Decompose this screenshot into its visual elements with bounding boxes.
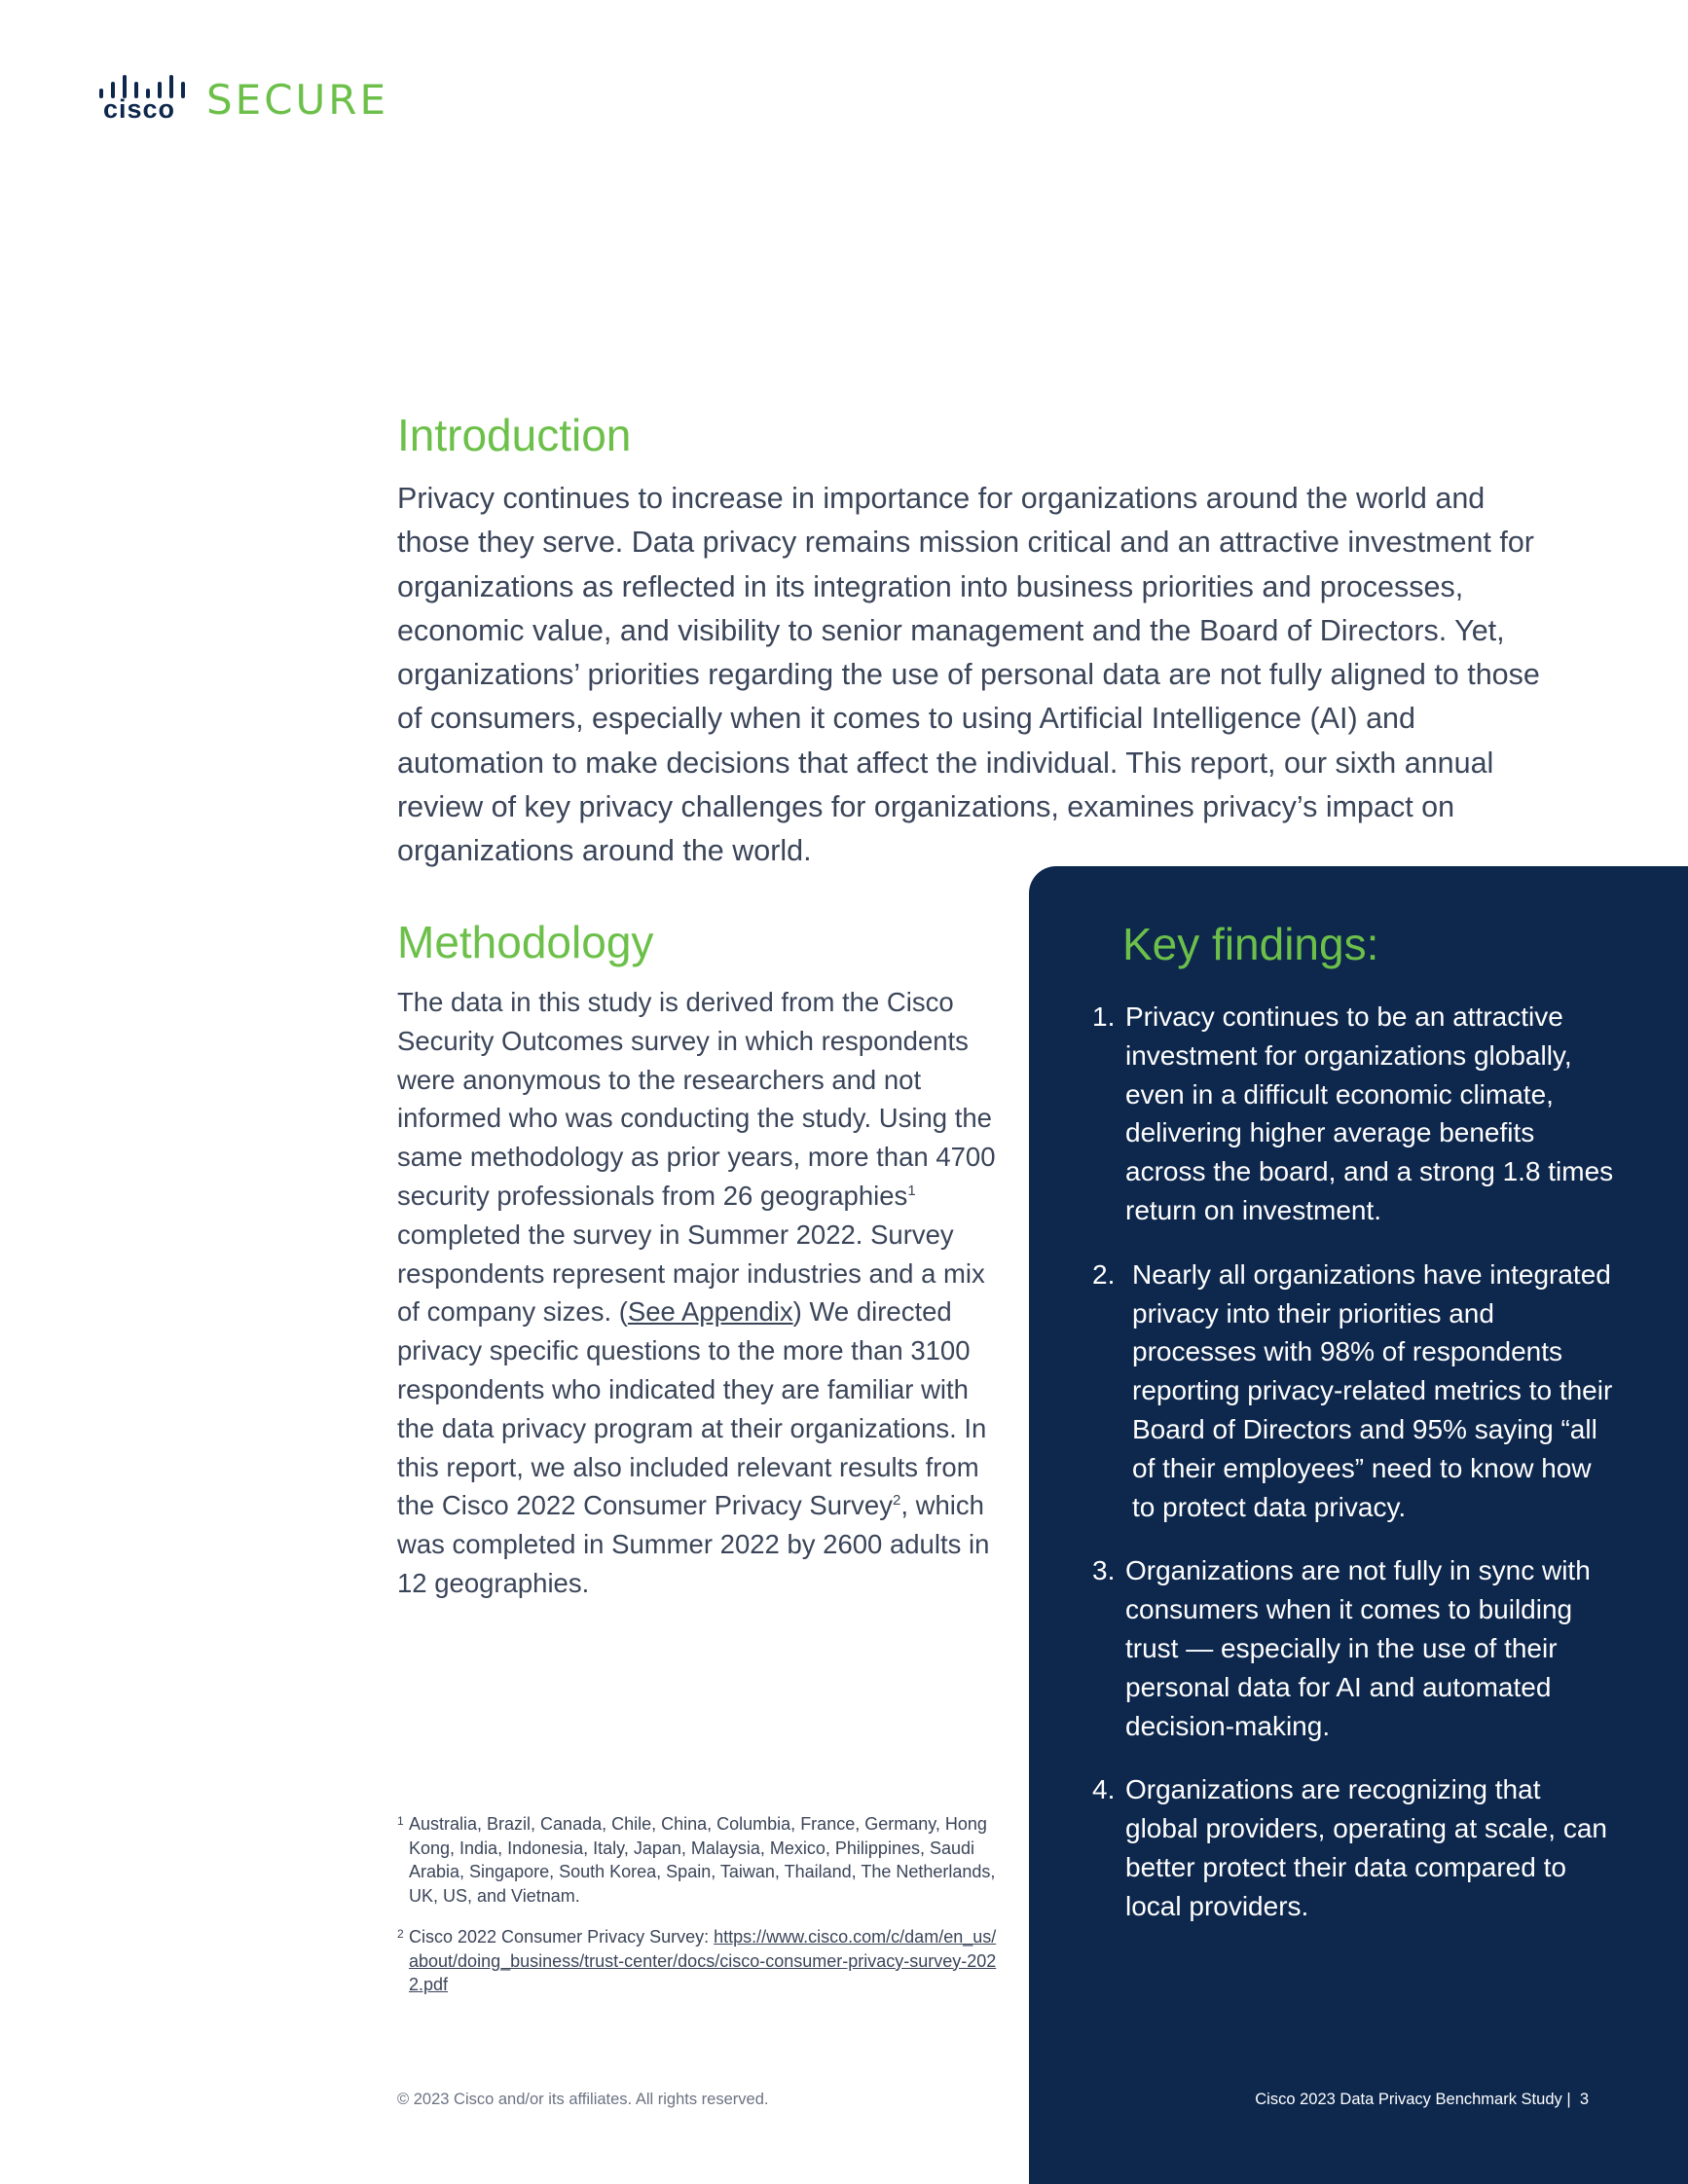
footnote-mark: 2 [397,1927,404,1941]
cisco-logo-icon [97,71,187,124]
methodology-heading: Methodology [397,917,654,967]
key-finding-item [1092,1551,1618,1745]
cisco-secure-logo [97,70,388,125]
methodology-text-2: completed the survey in Summer 2022. Survey respondents represent major industries and a mix of company sizes. ( [397,1219,985,1328]
key-finding-number: 4. [1092,1774,1116,1805]
page-number: 3 [1579,2091,1589,2108]
footnote-text: Australia, Brazil, Canada, Chile, China, Columbia, France, Germany, Hong Kong, India, Indonesia, Italy, Japan, Malaysia, Mexico, Philippines, Saudi Arabia, Singapore, South Korea, Spain, Taiwan, Thailand, The Netherlands, UK, US, and Vietnam. [409,1814,996,1906]
secure-wordmark: SECURE [206,76,388,124]
footnote-1 [397,1812,1001,1908]
key-finding-text: Organizations are recognizing that global providers, operating at scale, can better protect their data compared to local providers. [1125,1774,1607,1921]
key-finding-number: 1. [1092,1001,1116,1032]
footnote-text [409,1925,1001,1997]
footnote-mark: 1 [397,1814,404,1828]
footnote-label: Cisco 2022 Consumer Privacy Survey: [409,1927,715,1947]
methodology-paragraph [397,983,1001,1603]
footnote-2 [397,1925,1001,1997]
page-footer [1168,2091,1589,2109]
key-finding-text: Organizations are not fully in sync with consumers when it comes to building trust — especially in the use of their personal data for AI and automated decision-making. [1125,1555,1591,1741]
key-finding-number: 2. [1092,1258,1116,1290]
footnote-ref-2: 2 [892,1492,901,1510]
key-findings-list [1092,998,1618,1951]
key-finding-text: Privacy continues to be an attractive investment for organizations globally, even in a difficult economic climate, delivering higher average benefits across the board, and a strong 1.8 times return on investment. [1125,1001,1614,1225]
methodology-text-1: The data in this study is derived from the Cisco Security Outcomes survey in which respondents were anonymous to the researchers and not informed who was conducting the study. Using the same methodology as prior years, more than 4700 security professionals from 26 geographies [397,987,996,1211]
footnote-ref-1: 1 [907,1182,916,1199]
methodology-text-3: ) We directed privacy specific questions to the more than 3100 respondents who indicated they are familiar with the data privacy program at their organizations. In this report, we also included relevant results from the Cisco 2022 Consumer Privacy Survey [397,1296,987,1521]
footer-separator: | [1566,2091,1571,2108]
introduction-paragraph: Privacy continues to increase in importance for organizations around the world and those they serve. Data privacy remains mission critical and an attractive investment for organizations as reflected in its integration into business priorities and processes, economic value, and visibility to senior management and the Board of Directors. Yet, organizations’ priorities regarding the use of personal data are not fully aligned to those of consumers, especially when it comes to using Artificial Intelligence (AI) and automation to make decisions that affect the individual. This report, our sixth annual review of key privacy challenges for organizations, examines privacy’s impact on organizations around the world. [397,482,1540,868]
key-finding-text: Nearly all organizations have integrated privacy into their priorities and processes with 98% of respondents reporting privacy-related metrics to their Board of Directors and 95% saying “all of their employees” need to know how to protect data privacy. [1132,1258,1613,1522]
introduction-heading: Introduction [397,410,632,460]
cisco-wordmark: cisco [103,94,176,124]
methodology-text-4: , which was completed in Summer 2022 by 2600 adults in 12 geographies. [397,1490,990,1598]
consumer-privacy-survey-link[interactable]: https://www.cisco.com/c/dam/en_us/about/doing_business/trust-center/docs/cisco-consumer-privacy-survey-2022.pdf [409,1927,997,1994]
footnotes [397,1812,1001,2015]
key-finding-item [1092,1770,1618,1925]
copyright-notice: © 2023 Cisco and/or its affiliates. All rights reserved. [397,2091,769,2108]
see-appendix-link[interactable]: See Appendix [627,1296,793,1328]
key-findings-heading: Key findings: [1122,919,1379,969]
key-finding-item [1092,998,1618,1230]
key-finding-number: 3. [1092,1555,1116,1586]
key-finding-item [1092,1256,1618,1527]
study-title: Cisco 2023 Data Privacy Benchmark Study [1255,2091,1562,2108]
